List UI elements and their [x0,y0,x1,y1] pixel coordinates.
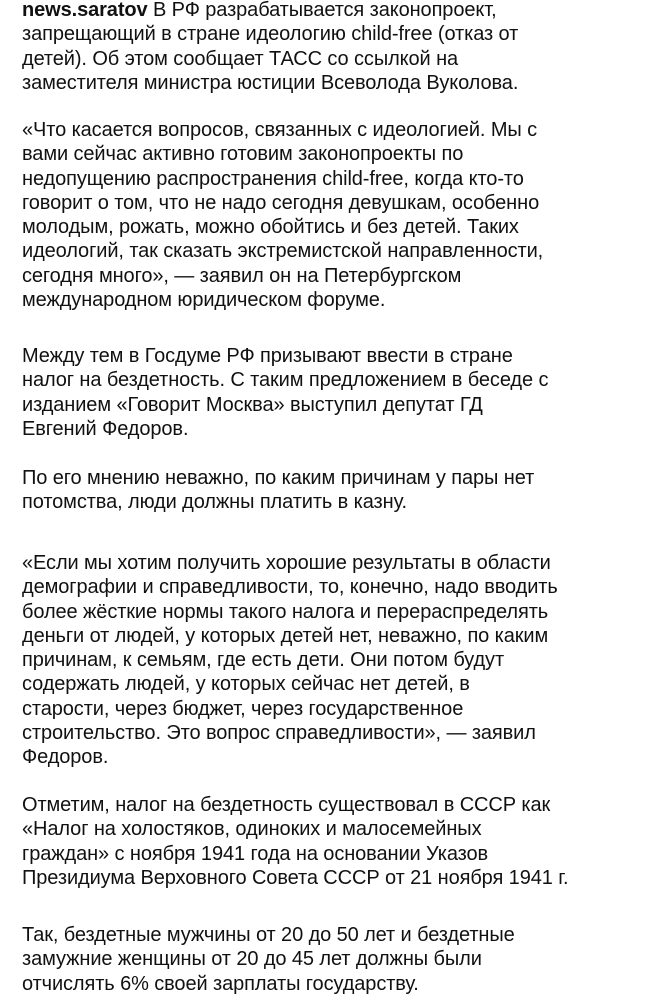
caption-text: старости, через бюджет, через государственное [22,697,464,720]
caption-line [22,923,645,947]
caption-line [22,47,645,71]
caption-line [22,866,645,890]
caption-text: международном юридическом форуме. [22,289,386,312]
caption-line [22,551,645,575]
caption-line [22,264,645,288]
caption-text: изданием «Говорит Москва» выступил депутат ГД [22,393,483,416]
caption-text: граждан» с ноября 1941 года на основании Указов [22,842,489,865]
caption-line [22,793,645,817]
caption-text: говорит о том, что не надо сегодня девушкам, особенно [22,191,540,214]
caption-line [22,118,645,142]
caption-text: отчислять 6% своей зарплаты государству. [22,972,419,995]
caption-line [22,215,645,239]
caption-text: «Что касается вопросов, связанных с идеологией. Мы с [22,119,538,141]
caption-paragraph [22,793,645,890]
caption-text: Так, бездетные мужчины от 20 до 50 лет и бездетные [22,924,515,946]
caption-text: «Если мы хотим получить хорошие результаты в области [22,552,551,574]
caption-text: сегодня много», — заявил он на Петербургском [22,264,462,287]
caption-line [22,672,645,696]
caption-text: демографии и справедливости, то, конечно, надо вводить [22,576,558,599]
caption-line [22,71,645,95]
caption-line [22,191,645,215]
caption-text: заместителя министра юстиции Всеволода Вуколова. [22,71,519,94]
caption-text: содержать людей, у которых сейчас нет детей, в [22,673,470,696]
caption-text: Президиума Верховного Совета СССР от 21 ноября 1941 г. [22,866,569,889]
caption-text: Отметим, налог на бездетность существовал в СССР как [22,794,551,816]
caption-line [22,972,645,996]
caption-text: замужние женщины от 20 до 45 лет должны были [22,948,482,971]
caption-text: строительство. Это вопрос справедливости», — заявил [22,722,536,745]
caption-line [22,344,645,368]
caption-line [22,466,645,490]
caption-line [22,745,645,769]
caption-line [22,490,645,514]
caption-line [22,648,645,672]
caption-paragraph [22,551,645,770]
caption-line [22,697,645,721]
caption-text: Между тем в Госдуме РФ призывают ввести в стране [22,345,513,367]
caption-line [22,842,645,866]
caption-line [22,239,645,263]
caption-text: молодым, рожать, можно обойтись и без детей. Таких [22,216,519,239]
caption-text: причинам, к семьям, где есть дети. Они потом будут [22,649,505,672]
caption-text: налог на бездетность. С таким предложением в беседе с [22,369,549,392]
caption-text: потомства, люди должны платить в казну. [22,491,407,514]
caption-line [22,22,645,46]
caption-paragraph [22,344,645,441]
caption-line [22,288,645,312]
caption-paragraph [22,923,645,996]
username-link[interactable]: news.saratov [22,0,148,21]
caption-line [22,575,645,599]
caption-text: «Налог на холостяков, одиноких и малосемейных [22,818,482,841]
caption-line [22,721,645,745]
caption-line [22,167,645,191]
caption-text: вами сейчас активно готовим законопроекты по [22,143,464,166]
caption-text: Федоров. [22,746,109,769]
caption-paragraph [22,0,645,95]
caption-text: деньги от людей, у которых детей нет, неважно, по каким [22,624,549,647]
caption-text: В РФ разрабатывается законопроект, [147,0,497,21]
caption-text: По его мнению неважно, по каким причинам у пары нет [22,467,535,489]
caption-line [22,417,645,441]
caption-text: запрещающий в стране идеологию child-free (отказ от [22,23,519,46]
caption-line [22,142,645,166]
caption-line [22,600,645,624]
caption-paragraph [22,466,645,515]
caption-line [22,393,645,417]
caption-paragraph [22,118,645,312]
caption-line [22,0,645,22]
caption-text: идеологий, так сказать экстремистской направленности, [22,240,544,263]
caption-line [22,947,645,971]
caption-line [22,624,645,648]
caption-text: Евгений Федоров. [22,417,189,440]
caption-line [22,817,645,841]
caption-text: недопущению распространения child-free, когда кто-то [22,167,524,190]
caption-text: детей). Об этом сообщает ТАСС со ссылкой на [22,47,459,70]
caption-text: более жёсткие нормы такого налога и перераспределять [22,600,549,623]
caption-line [22,368,645,392]
